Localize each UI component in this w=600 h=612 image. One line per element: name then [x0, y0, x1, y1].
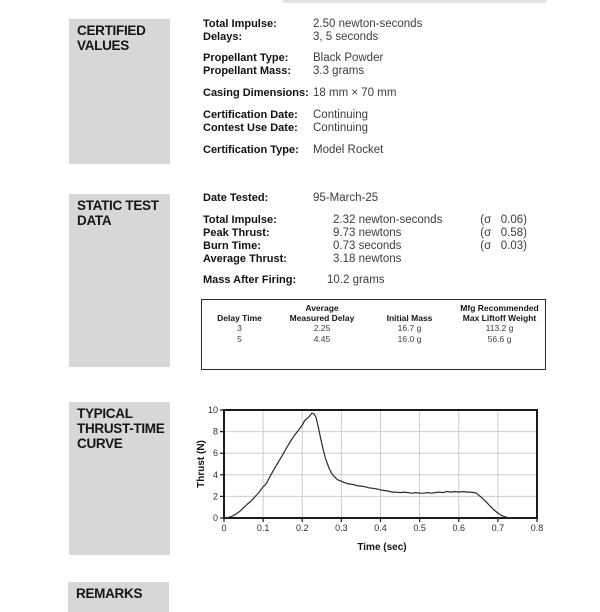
table-row: 3 2.25 16.7 g 113.2 g [237, 323, 514, 333]
field-average-thrust [203, 253, 573, 266]
table-row: 5 4.45 16.0 g 56.6 g [237, 333, 512, 344]
field-value: Continuing [313, 122, 368, 134]
field-peak-thrust [203, 227, 573, 240]
sigma-value: (σ 0.58) [480, 227, 527, 239]
field-value: Black Powder [313, 52, 384, 64]
field-value: 3, 5 seconds [313, 31, 379, 43]
svg-text:0.5: 0.5 [413, 523, 426, 533]
field-value: Continuing [313, 109, 368, 121]
chart-gridlines [224, 410, 537, 518]
field-value: Model Rocket [313, 144, 384, 156]
field-label: Peak Thrust: [203, 227, 270, 239]
field-label: Propellant Mass: [203, 65, 292, 77]
field-value: 95-March-25 [313, 192, 379, 204]
field-value: 9.73 newtons [333, 227, 402, 239]
field-label: Certification Type: [203, 144, 299, 156]
field-burn-time [203, 240, 573, 253]
remarks-heading: REMARKS [76, 586, 143, 601]
field-mass-after-firing [203, 274, 573, 287]
svg-text:10: 10 [207, 405, 218, 415]
top-partial-rule [283, 0, 546, 3]
svg-text:2: 2 [212, 491, 218, 502]
field-certification-date [203, 109, 573, 122]
field-certification-type [203, 144, 573, 157]
field-date-tested [203, 192, 573, 205]
field-total-impulse-measured [203, 214, 573, 227]
svg-text:0.4: 0.4 [374, 523, 387, 533]
svg-text:0.7: 0.7 [491, 523, 505, 533]
field-label: Delays: [203, 31, 243, 43]
column-header-initial-mass: Initial Mass [386, 313, 433, 323]
field-value: 18 mm × 70 mm [313, 87, 397, 99]
thrust-curve-line [224, 413, 514, 518]
thrust-time-chart-svg [195, 398, 560, 563]
static-test-data-block [203, 192, 573, 287]
field-total-impulse-certified [203, 18, 573, 31]
svg-text:6: 6 [212, 448, 218, 459]
field-label: Average Thrust: [203, 253, 287, 265]
thrust-time-chart [195, 398, 560, 563]
field-label: Date Tested: [203, 192, 269, 204]
svg-text:0.6: 0.6 [452, 523, 466, 533]
field-value: 10.2 grams [327, 274, 385, 286]
certified-values-heading: CERTIFIED VALUES [77, 23, 146, 53]
svg-text:0: 0 [221, 523, 227, 533]
field-propellant-mass [203, 65, 573, 78]
certified-values-block [203, 18, 573, 157]
field-value: 2.50 newton-seconds [313, 18, 423, 30]
svg-text:0.8: 0.8 [530, 523, 544, 533]
section-header-remarks [68, 582, 169, 612]
field-value: 2.32 newton-seconds [333, 214, 443, 226]
column-header-max-liftoff-weight: Mfg Recommended Max Liftoff Weight [460, 303, 539, 323]
y-axis-title: Thrust (N) [196, 440, 207, 488]
sigma-value: (σ 0.06) [480, 214, 527, 226]
field-label: Total Impulse: [203, 214, 277, 226]
delay-data-table [201, 299, 546, 370]
column-header-delay-time: Delay Time [217, 313, 262, 323]
svg-text:0.3: 0.3 [335, 523, 348, 533]
field-label: Casing Dimensions: [203, 87, 309, 99]
field-casing-dimensions [203, 87, 573, 100]
field-delays [203, 31, 573, 44]
svg-text:0.1: 0.1 [256, 523, 270, 533]
svg-text:0: 0 [212, 513, 218, 523]
field-propellant-type [203, 52, 573, 65]
section-header-thrust-time-curve [69, 402, 170, 555]
column-header-average-measured-delay: Average Measured Delay [289, 303, 355, 323]
x-axis-title: Time (sec) [357, 542, 407, 553]
field-label: Certification Date: [203, 109, 298, 121]
chart-tick-labels [208, 405, 543, 533]
field-label: Mass After Firing: [203, 274, 297, 286]
sigma-value: (σ 0.03) [480, 240, 527, 252]
field-label: Burn Time: [203, 240, 261, 252]
svg-text:4: 4 [212, 469, 218, 480]
static-test-data-heading: STATIC TEST DATA [77, 198, 159, 228]
field-label: Propellant Type: [203, 52, 289, 64]
field-value: 3.3 grams [313, 65, 365, 77]
svg-text:0.2: 0.2 [295, 523, 309, 533]
delay-table-header-row [202, 303, 545, 323]
svg-text:8: 8 [212, 426, 218, 437]
field-value: 3.18 newtons [333, 253, 402, 265]
thrust-time-curve-heading: TYPICAL THRUST-TIME CURVE [77, 406, 165, 451]
field-label: Total Impulse: [203, 18, 277, 30]
section-header-certified-values [69, 19, 170, 164]
section-header-static-test-data [69, 194, 170, 367]
field-label: Contest Use Date: [203, 122, 298, 134]
field-value: 0.73 seconds [333, 240, 402, 252]
field-contest-use-date [203, 122, 573, 135]
